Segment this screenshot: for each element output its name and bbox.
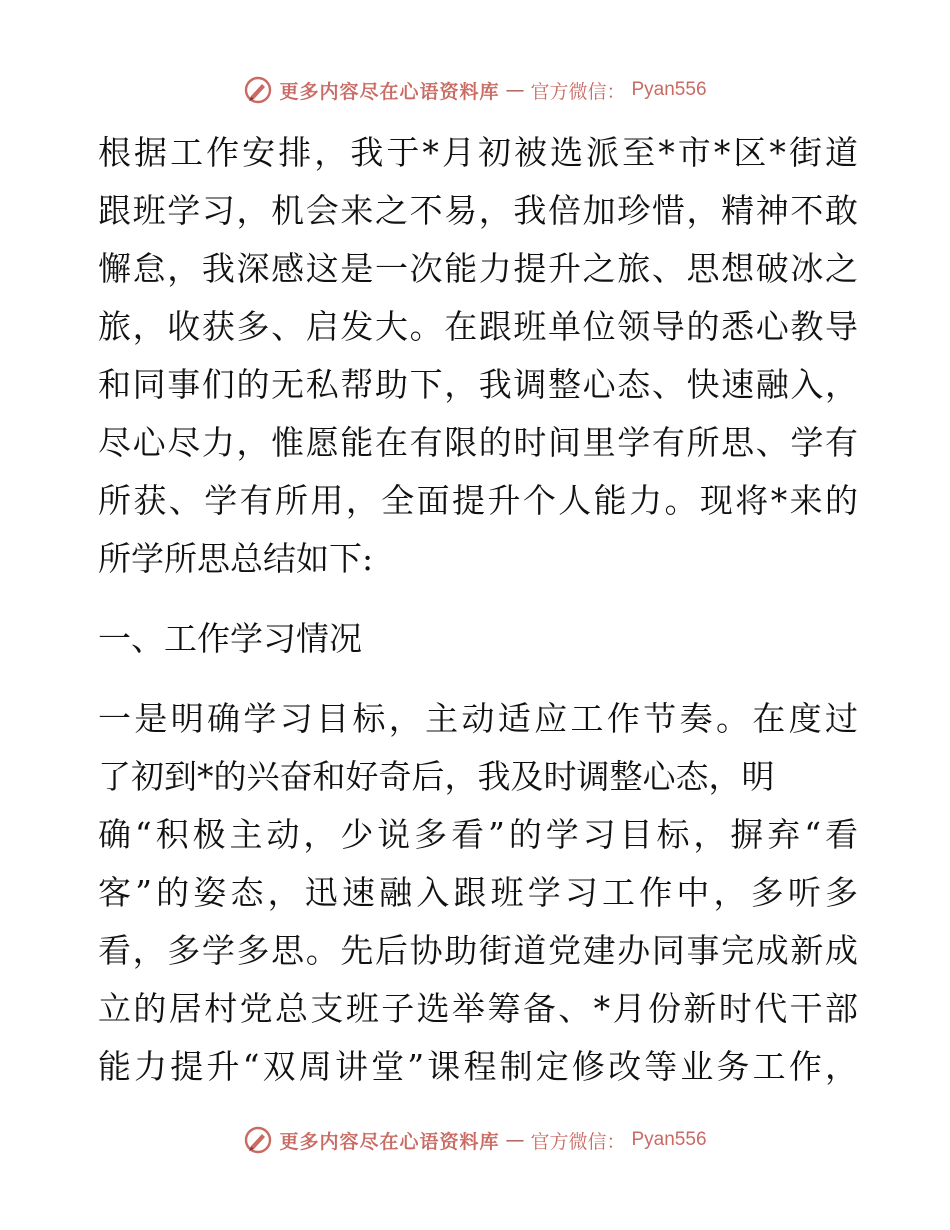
paragraph-gap bbox=[98, 588, 858, 610]
text-line: 尽心尽力，惟愿能在有限的时间里学有所思、学有 bbox=[98, 423, 858, 462]
paragraph-gap bbox=[98, 668, 858, 690]
pen-logo-icon bbox=[243, 75, 273, 105]
watermark-label: 官方微信： bbox=[530, 1130, 626, 1153]
footer-watermark bbox=[0, 1120, 950, 1160]
watermark-brand: 更多内容尽在心语资料库 bbox=[279, 80, 500, 103]
text-line: 看，多学多思。先后协助街道党建办同事完成新成 bbox=[98, 931, 858, 970]
watermark-id: Pyan556 bbox=[631, 1129, 707, 1150]
watermark-dash: — bbox=[505, 79, 525, 101]
watermark-dash: — bbox=[505, 1129, 525, 1151]
text-line: 立的居村党总支班子选举筹备、*月份新时代干部 bbox=[98, 989, 858, 1028]
text-line: 了初到*的兴奋和好奇后，我及时调整心态，明 bbox=[98, 757, 775, 796]
watermark-label: 官方微信： bbox=[530, 80, 626, 103]
text-line: 跟班学习，机会来之不易，我倍加珍惜，精神不敢 bbox=[98, 191, 858, 230]
watermark-brand: 更多内容尽在心语资料库 bbox=[279, 1130, 500, 1153]
text-line: 根据工作安排，我于*月初被选派至*市*区*街道 bbox=[98, 133, 858, 172]
text-line: 懈怠，我深感这是一次能力提升之旅、思想破冰之 bbox=[98, 249, 858, 288]
document-body bbox=[98, 124, 858, 1096]
text-line: 所学所思总结如下: bbox=[98, 539, 374, 578]
header-watermark bbox=[0, 70, 950, 110]
watermark-id: Pyan556 bbox=[631, 79, 707, 100]
text-line: 客”的姿态，迅速融入跟班学习工作中，多听多 bbox=[98, 873, 858, 912]
text-line: 和同事们的无私帮助下，我调整心态、快速融入， bbox=[98, 365, 858, 404]
pen-logo-icon bbox=[243, 1125, 273, 1155]
text-line: 能力提升“双周讲堂”课程制定修改等业务工作， bbox=[98, 1047, 858, 1086]
text-line: 旅，收获多、启发大。在跟班单位领导的悉心教导 bbox=[98, 307, 858, 346]
text-line: 确“积极主动，少说多看”的学习目标，摒弃“看 bbox=[98, 815, 858, 854]
text-line: 所获、学有所用，全面提升个人能力。现将*来的 bbox=[98, 481, 858, 520]
text-line: 一是明确学习目标，主动适应工作节奏。在度过 bbox=[98, 699, 858, 738]
section-heading: 一、工作学习情况 bbox=[98, 619, 362, 658]
